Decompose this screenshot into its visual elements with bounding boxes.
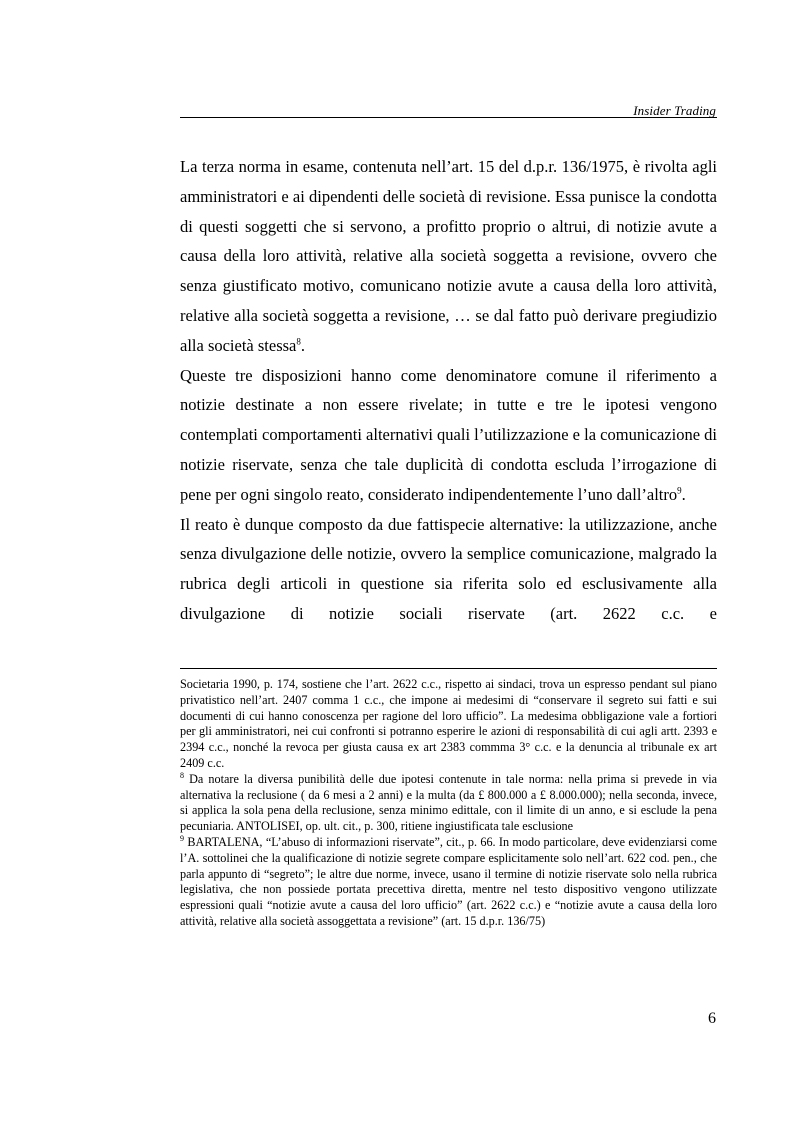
- footnote-number: 9: [180, 833, 184, 843]
- running-header-title: Insider Trading: [633, 103, 716, 118]
- page-number: 6: [708, 1010, 716, 1027]
- footnotes-section: [180, 677, 717, 930]
- body-paragraph-text: Il reato è dunque composto da due fattispecie alternative: la utilizzazione, anche senza divulgazione delle notizie, ovvero la semplice comunicazione, malgrado la rubrica degli articoli in questione sia riferita solo ed esclusivamente alla divulgazione di notizie sociali riservate (art. 2622 c.c. e: [180, 514, 717, 623]
- footnote-8: [180, 772, 717, 835]
- footnote-text: BARTALENA, “L’abuso di informazioni riservate”, cit., p. 66. In modo particolare, deve evidenziarsi come l’A. sottolinei che la qualificazione di notizie segrete compare esplicitamente solo nell’art. 622 cod. pen., che parla appunto di “segreto”; le altre due norme, invece, usano il termine di notizie riservate solo nella rubrica legislativa, che non possiede portata precettiva diretta, mentre nel testo dispositivo vengono utilizzate espressioni quali “notizie avute a causa del loro ufficio” (art. 2622 c.c.) e “notizie avute a causa della loro attività, relative alla società assoggettata a revisione” (art. 15 d.p.r. 136/75): [180, 834, 717, 928]
- body-paragraph: Queste tre disposizioni hanno come denominatore comune il riferimento a notizie destinate a non essere rivelate; in tutte e tre le ipotesi vengono contemplati comportamenti alternativi quali l’utilizzazione e la comunicazione di notizie riservate, senza che tale duplicità di condotta escluda l’irrogazione di pene per ogni singolo reato, considerato indipendentemente l’uno dall’altro$^9$.: [180, 365, 717, 504]
- footnote-separator: [180, 668, 717, 669]
- footnote-reference: 9: [677, 485, 682, 496]
- header-rule: [180, 117, 717, 118]
- body-paragraph: [180, 510, 717, 629]
- body-paragraph: La terza norma in esame, contenuta nell’art. 15 del d.p.r. 136/1975, è rivolta agli amministratori e ai dipendenti delle società di revisione. Essa punisce la condotta di questi soggetti che si servono, a profitto proprio o altrui, di notizie avute a causa della loro attività, relative alla società soggetta a revisione, ovvero che senza giustificato motivo, comunicano notizie avute a causa della loro attività, relative alla società soggetta a revisione, … se dal fatto può derivare pregiudizio alla società stessa$^8$.: [180, 157, 717, 355]
- body-paragraph-text: Queste tre disposizioni hanno come denominatore comune il riferimento a notizie destinate a non essere rivelate; in tutte e tre le ipotesi vengono contemplati comportamenti alternativi quali l’utilizzazione e la comunicazione di notizie riservate, senza che tale duplicità di condotta escluda l’irrogazione di pene per ogni singolo reato, considerato indipendentemente l’uno dall’altro: [180, 365, 717, 504]
- footnote-continuation: Societaria 1990, p. 174, sostiene che l’art. 2622 c.c., rispetto ai sindaci, trova un espresso pendant sul piano privatistico nell’art. 2407 comma 1 c.c., che impone ai medesimi di “conservare il segreto sui fatti e sui documenti di cui hanno conoscenza per ragione del loro ufficio”. La medesima obbligazione vale a fortiori per gli amministratori, nei cui confronti si potranno esperire le azioni di responsabilità di cui agli artt. 2393 e 2394 c.c., nonché la revoca per giusta causa ex art 2383 commma 3° c.c. e la denuncia al tribunale ex art 2409 c.c.: [180, 677, 717, 770]
- footnote-text: Da notare la diversa punibilità delle due ipotesi contenute in tale norma: nella prima si prevede in via alternativa la reclusione ( da 6 mesi a 2 anni) e la multa (da £ 800.000 a £ 8.000.000); nella seconda, invece, si applica la sola pena della reclusione, senza minimo edittale, con il limite di un anno, e si esclude la pena pecuniaria. ANTOLISEI, op. ult. cit., p. 300, ritiene ingiustificata tale esclusione: [180, 771, 717, 834]
- body-paragraph-text: La terza norma in esame, contenuta nell’art. 15 del d.p.r. 136/1975, è rivolta agli amministratori e ai dipendenti delle società di revisione. Essa punisce la condotta di questi soggetti che si servono, a profitto proprio o altrui, di notizie avute a causa della loro attività, relative alla società soggetta a revisione, ovvero che senza giustificato motivo, comunicano notizie avute a causa della loro attività, relative alla società soggetta a revisione, … se dal fatto può derivare pregiudizio alla società stessa: [180, 157, 717, 355]
- footnote-9: [180, 835, 717, 930]
- footnote-number: 8: [180, 770, 184, 780]
- footnote-reference: 8: [296, 336, 301, 347]
- main-body-text: [180, 152, 717, 629]
